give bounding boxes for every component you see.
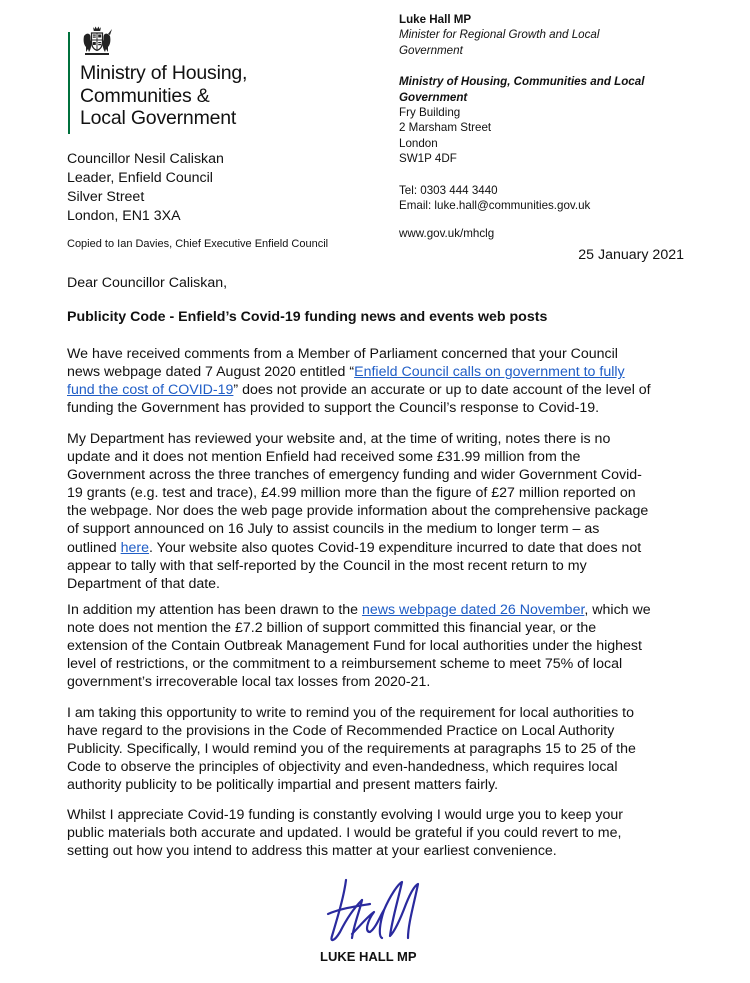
enfield-article-link[interactable]: Enfield Council calls on government to fully [354, 364, 625, 381]
sender-website: www.gov.uk/mhclg [399, 227, 495, 241]
paragraph-line: the webpage. Nor does the web page provide information about the comprehensive package [67, 503, 649, 520]
paragraph-text: ” does not provide an accurate or up to date account of the level of [233, 382, 651, 399]
recipient-line: Leader, Enfield Council [67, 170, 213, 186]
copied-to-note: Copied to Ian Davies, Chief Executive Enfield Council [67, 238, 329, 250]
paragraph-line: public materials both accurate and updated. I would be grateful if you could revert to me, [67, 825, 622, 842]
paragraph-line: update and it does not mention Enfield had received some £31.99 million from the [67, 449, 581, 466]
address-line: 2 Marsham Street [399, 121, 492, 135]
paragraph-line: Code to observe the principles of objectivity and even-handedness, which requires local [67, 759, 618, 776]
news-webpage-link[interactable]: news webpage dated 26 November [361, 602, 585, 618]
paragraph-line: Whilst I appreciate Covid-19 funding is constantly evolving I would urge you to keep your [67, 807, 623, 823]
sender-block [399, 12, 719, 242]
here-link[interactable]: here [120, 539, 150, 556]
paragraph-1 [67, 345, 707, 417]
royal-coat-of-arms-icon [80, 24, 114, 58]
handwritten-signature [318, 876, 436, 946]
paragraph-line: have regard to the provisions in the Code of Recommended Practice on Local Authority [67, 723, 615, 740]
signatory-name: LUKE HALL MP [320, 949, 417, 964]
recipient-address [67, 150, 224, 226]
salutation: Dear Councillor Caliskan, [67, 275, 228, 291]
paragraph-line [67, 539, 707, 557]
paragraph-line: 19 grants (e.g. test and trace), £4.99 million more than the figure of £27 million reported on [67, 485, 636, 502]
paragraph-line: Government across the three tranches of emergency funding and wider Government Covid- [67, 467, 642, 484]
organisation-name-line: Communities & [80, 84, 210, 107]
paragraph-4 [67, 704, 707, 794]
sender-title-line: Minister for Regional Growth and Local [399, 28, 600, 42]
paragraph-line: We have received comments from a Member of Parliament concerned that your Council [67, 346, 618, 362]
paragraph-line: level of restrictions, or the commitment to a reimbursement scheme to meet 75% of local [67, 656, 623, 673]
paragraph-line: funding the Government has provided to support the Council’s response to Covid-19. [67, 400, 600, 417]
paragraph-5 [67, 806, 707, 860]
recipient-line: London, EN1 3XA [67, 208, 181, 224]
sender-email: Email: luke.hall@communities.gov.uk [399, 199, 591, 213]
mhclg-logo [68, 24, 318, 134]
department-name-line: Ministry of Housing, Communities and Local [399, 75, 645, 89]
department-name-line: Government [399, 90, 468, 104]
paragraph-line [67, 363, 707, 381]
address-line: Fry Building [399, 106, 461, 120]
organisation-name [80, 62, 247, 130]
recipient-line: Councillor Nesil Caliskan [67, 151, 224, 167]
recipient-line: Silver Street [67, 189, 145, 205]
sender-name: Luke Hall MP [399, 13, 472, 26]
letter-date: 25 January 2021 [578, 247, 684, 263]
enfield-article-link-continued[interactable]: fund the cost of COVID-19 [67, 382, 234, 399]
paragraph-line: government’s irrecoverable local tax losses from 2020-21. [67, 674, 431, 691]
sender-telephone: Tel: 0303 444 3440 [399, 183, 498, 197]
paragraph-line [67, 601, 707, 619]
paragraph-line: Department of that date. [67, 575, 221, 592]
paragraph-line [67, 381, 707, 399]
paragraph-3 [67, 601, 707, 691]
paragraph-line: extension of the Contain Outbreak Management Fund for local authorities under the highest [67, 638, 642, 655]
organisation-name-line: Local Government [80, 107, 237, 129]
paragraph-text: In addition my attention has been drawn to the [67, 602, 362, 618]
organisation-name-line: Ministry of Housing, [80, 62, 248, 84]
paragraph-line: of support announced on 16 July to assist councils in the medium to longer term – as [67, 521, 600, 538]
address-line: SW1P 4DF [399, 152, 457, 166]
paragraph-text: , which we [584, 602, 651, 618]
sender-title-line: Government [399, 43, 463, 57]
paragraph-text: news webpage dated 7 August 2020 entitled “ [67, 364, 355, 381]
paragraph-line: I am taking this opportunity to write to remind you of the requirement for local authorities to [67, 705, 634, 721]
paragraph-line: Publicity. Specifically, I would remind you of the requirements at paragraphs 15 to 25 of the [67, 741, 636, 758]
paragraph-line: setting out how you intend to address this matter at your earliest convenience. [67, 843, 557, 860]
paragraph-text: . Your website also quotes Covid-19 expenditure incurred to date that does not [149, 539, 642, 556]
letter-subject: Publicity Code - Enfield’s Covid-19 funding news and events web posts [67, 309, 548, 325]
address-line: London [399, 136, 438, 150]
paragraph-2 [67, 430, 707, 593]
paragraph-line: authority publicity to be politically impartial and present matters fairly. [67, 777, 499, 794]
paragraph-line: note does not mention the £7.2 billion of support committed this financial year, or the [67, 620, 597, 637]
logo-green-bar [68, 32, 70, 134]
paragraph-text: outlined [67, 539, 121, 556]
paragraph-line: appear to tally with that self-reported by the Council in the most recent return to my [67, 557, 587, 574]
paragraph-line: My Department has reviewed your website and, at the time of writing, notes there is no [67, 431, 611, 447]
